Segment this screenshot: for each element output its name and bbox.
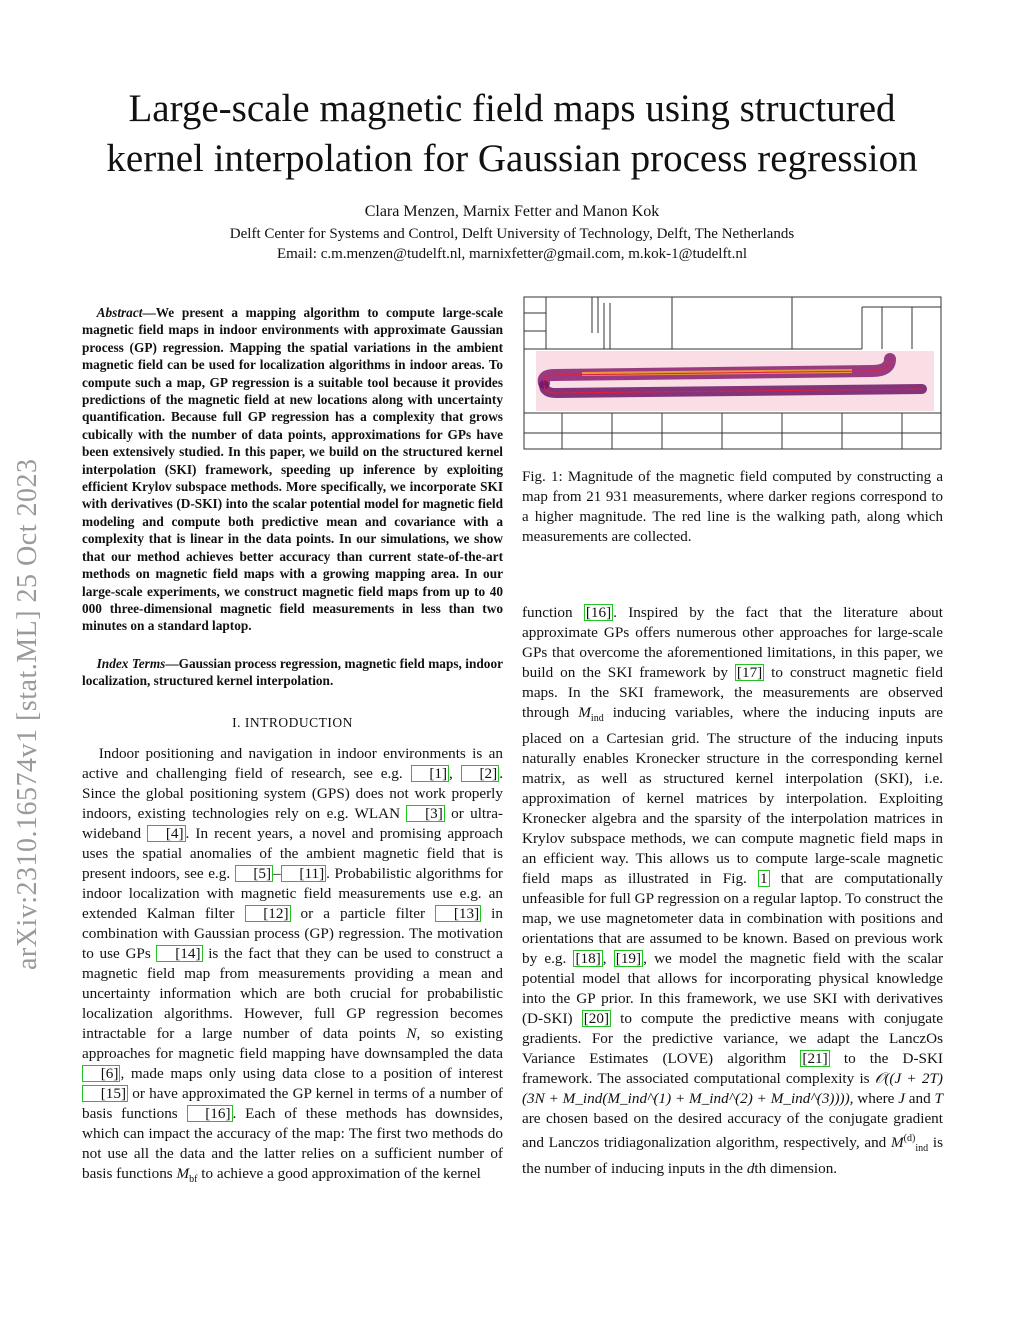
complexity-formula: 𝒪((J + 2T)(3N + M_ind(M_ind^(1) + M_ind^(2) + M_ind^(3)))), <box>522 1070 943 1108</box>
citation-link[interactable]: [11] <box>281 865 326 882</box>
math-symbol: M <box>891 1134 904 1152</box>
citation-link[interactable]: [21] <box>802 1050 828 1068</box>
section-heading-introduction: I. INTRODUCTION <box>232 715 353 730</box>
citation-link[interactable]: [3] <box>406 805 444 822</box>
title-line-1: Large-scale magnetic field maps using structured <box>128 87 896 130</box>
affiliation: Delft Center for Systems and Control, Delft University of Technology, Delft, The Netherlands <box>229 226 795 242</box>
abstract-label: Abstract <box>96 305 143 320</box>
index-terms-text: —Gaussian process regression, magnetic field maps, indoor localization, structured kernel interpolation. <box>82 656 503 689</box>
index-terms-label: Index Terms <box>96 656 166 671</box>
author-list: Clara Menzen, Marnix Fetter and Manon Kok <box>364 203 660 220</box>
abstract <box>82 304 503 635</box>
math-symbol: M <box>578 704 591 721</box>
citation-link[interactable]: [4] <box>147 825 185 842</box>
citation-link[interactable]: [16] <box>187 1105 233 1122</box>
abstract-text: —We present a mapping algorithm to compute large-scale magnetic field maps in indoor environments with approximate Gaussian process (GP) regression. Mapping the spatial variations in the ambient magnetic field can be used for localization algorithms in indoor areas. To compute such a map, GP regression is a suitable tool because it provides predictions of the magnetic field at new locations along with uncertainty quantification. Because full GP regression has a complexity that grows cubically with the number of data points, approximations for GPs have been extensively studied. In this paper, we build on the structured kernel interpolation (SKI) framework, speeding up inference by exploiting efficient Krylov subspace methods. More specifically, we incorporate SKI with derivatives (D-SKI) into the scalar potential model for magnetic field modeling and compute both predictive mean and covariance with a complexity that is linear in the data points. In our simulations, we show that our method achieves better accuracy than current state-of-the-art methods on magnetic field maps with a growing mapping area. In our large-scale experiments, we construct magnetic field maps from up to 40 000 three-dimensional magnetic field measurements in less than two minutes on a standard laptop. <box>82 305 503 634</box>
citation-link[interactable]: [16] <box>585 604 612 621</box>
citation-link[interactable]: [2] <box>461 765 499 782</box>
citation-link[interactable]: [15] <box>82 1085 128 1102</box>
math-symbol: N <box>406 1025 417 1042</box>
citation-link[interactable]: [13] <box>435 905 481 922</box>
figure-caption: Fig. 1: Magnitude of the magnetic field computed by constructing a map from 21 931 measurements, where darker regions correspond to a higher magnitude. The red line is the walking path, along which measurements are collected. <box>522 469 943 545</box>
citation-link[interactable]: [20] <box>583 1010 610 1028</box>
citation-link[interactable]: [6] <box>82 1065 120 1082</box>
page-title <box>60 84 964 184</box>
citation-link[interactable]: [14] <box>156 945 202 962</box>
figure-reference-link[interactable]: 1 <box>759 870 768 888</box>
author-emails: Email: c.m.menzen@tudelft.nl, marnixfetter@gmail.com, m.kok-1@tudelft.nl <box>276 246 748 262</box>
citation-link[interactable]: [5] <box>235 865 273 882</box>
floor-plan-heatmap <box>522 293 943 453</box>
citation-link[interactable]: [18] <box>575 950 601 968</box>
title-line-2: kernel interpolation for Gaussian process regression <box>106 137 918 180</box>
citation-link[interactable]: [12] <box>245 905 291 922</box>
figure-magnetic-field-map <box>522 293 943 453</box>
index-terms <box>82 655 503 690</box>
introduction-text: Indoor positioning and navigation in indoor environments is an active and challenging field of research, see e.g. [1] , [2] . Since the global positioning system (GPS) does not work properly indoors, existing technologies rely on e.g. WLAN [3] or ultra-wideband [4] . In recent years, a novel and promising approach uses the spatial anomalies of the ambient magnetic field that is present indoors, see e.g. [5] – [11] . Probabilistic algorithms for indoor localization with magnetic field measurements use e.g. an extended Kalman filter [12] or a particle filter [13] in combination with Gaussian process (GP) regression. The motivation to use GPs [14] is the fact that they can be used to construct a magnetic field map from measurements providing a mean and uncertainty information which are both crucial for probabilistic localization algorithms. However, full GP regression becomes intractable for a large number of data points N, so existing approaches for magnetic field mapping have downsampled the data [6] , made maps only using data close to a position of interest [15] or have approximated the GP kernel in terms of a number of basis functions [16] . Each of these methods has downsides, which can impact the accuracy of the map: The first two methods do not use all the data and the latter relies on a sufficient number of basis functions $M_{bf}$ to achieve a good approximation of the kernel <box>82 745 504 1186</box>
citation-link[interactable]: [1] <box>411 765 449 782</box>
math-symbol: M <box>176 1165 190 1182</box>
arxiv-stamp: arXiv:2310.16574v1 [stat.ML] 25 Oct 2023 <box>12 458 43 970</box>
citation-link[interactable]: [19] <box>615 950 642 968</box>
introduction-continued: function [16] . Inspired by the fact that the literature about approximate GPs offers numerous other approaches for large-scale GPs that overcome the aforementioned limitations, in this paper, we build on the SKI framework by [17] to construct magnetic field maps. In the SKI framework, the measurements are observed through $M_{ind}$ inducing variables, where the inducing inputs are placed on a Cartesian grid. The structure of the inducing inputs naturally enables Kronecker structure in the corresponding kernel matrix, as well as structured kernel interpolation (SKI), i.e. approximation of kernel matrices by interpolation. Exploiting Kronecker algebra and the sparsity of the interpolation matrices in Krylov subspace methods, we can compute magnetic field maps in an efficient way. This allows us to compute large-scale magnetic field maps as illustrated in Fig. 1 that are computationally unfeasible for full GP regression on a regular laptop. To construct the map, we use magnetometer data in combination with positions and orientations that are assumed to be known. Based on previous work by e.g. [18] , [19] , we model the magnetic field with the scalar potential model that allows for incorporating physical knowledge into the GP prior. In this framework, we use SKI with derivatives (D-SKI) [20] to compute the predictive means with conjugate gradients. For the predictive variance, we adapt the LanczOs Variance Estimates (LOVE) algorithm [21] to the D-SKI framework. The associated computational complexity is 𝒪((J + 2T)(3N + M_ind(M_ind^(1) + M_ind^(2) + M_ind^(3)))), where J and T are chosen based on the desired accuracy of the conjugate gradient and Lanczos tridiagonalization algorithm, respectively, and $M^{(d)}_{ind}$ is the number of inducing inputs in the dth dimension. <box>522 604 944 1178</box>
citation-link[interactable]: [17] <box>736 664 763 681</box>
